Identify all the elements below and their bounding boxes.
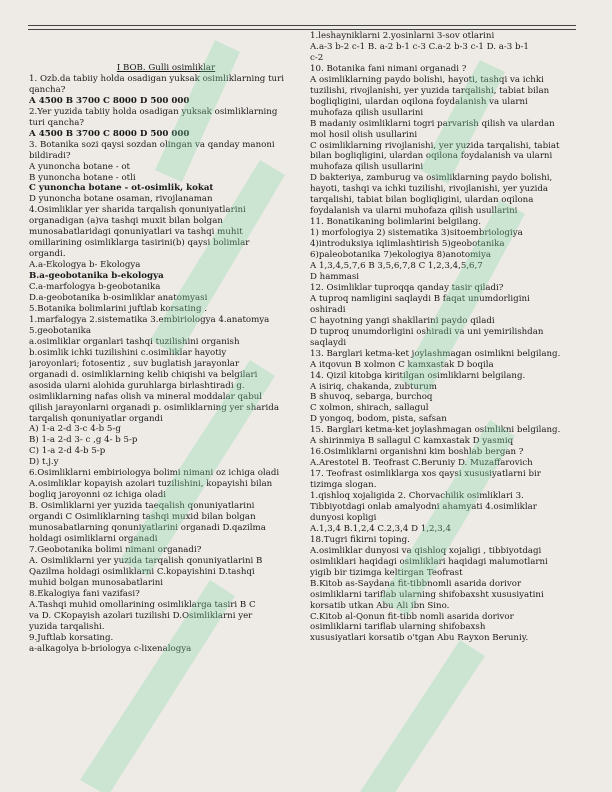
text-line: D yunoncha botane osaman, rivojlanaman — [29, 194, 213, 205]
text-line: D) t.j.y — [29, 457, 59, 468]
text-line: muhofaza qilish usullarini — [310, 107, 424, 118]
text-line: 7.Geobotanika bolimi nimani organadi? — [29, 544, 202, 555]
text-line: 5.geobotanika — [29, 325, 92, 336]
text-line: A.1,3,4 B.1,2,4 C.2,3,4 D 1,2,3,4 — [310, 523, 451, 534]
top-rule — [28, 25, 576, 26]
text-line: A.a-3 b-2 c-1 B. a-2 b-1 c-3 C.a-2 b-3 c-1 D. a-3 b-1 — [310, 41, 529, 52]
text-line: tarqalishi, tabiat bilan bogliqligini, ulardan oqilona — [310, 195, 534, 206]
text-line: turi qancha? — [29, 117, 85, 128]
text-line: tarqalish qonuniyatlar organdi — [29, 413, 163, 424]
text-line: A itqovun B xolmon C kamxastak D boqila — [310, 359, 494, 370]
text-line: organadigan (a)va tashqi muxit bilan bolgan — [29, 216, 223, 227]
text-line: bildiradi? — [29, 150, 71, 161]
text-line: a-alkagolya b-briologya c-lixenalogya — [29, 643, 192, 654]
text-line: B) 1-a 2-d 3- c ,g 4- b 5-p — [29, 435, 138, 446]
text-line: yigib bir tizimga keltirgan Teofrast — [310, 567, 463, 578]
text-line: osimliklari haqidagi osimliklari haqidagi malumotlarni — [310, 556, 548, 567]
top-rule-second — [28, 29, 576, 30]
text-line: organdi C Osimliklarning tashqi muxid bilan bolgan — [29, 512, 256, 523]
text-line: I BOB. Gulli osimliklar — [116, 63, 216, 73]
text-line: bogliqligini, ulardan oqilona foydalanish va ularni — [310, 96, 528, 107]
text-line: 8.Ekalogiya fani vazifasi? — [29, 588, 140, 599]
watermark-shape — [360, 640, 485, 792]
text-line: D bakteriya, zamburug va osimliklarning paydo bolishi, — [310, 173, 553, 184]
text-line: A 1,3,4,5,7,6 B 3,5,6,7,8 C 1,2,3,4,5,6,7 — [310, 261, 483, 272]
text-line: 4.Osimliklar yer sharida tarqalish qonuniyatlarini — [29, 205, 246, 216]
text-line: munosabatlarning qonuniyatlarini organadi D.qazilma — [29, 523, 266, 534]
text-line: 10. Botanika fani nimani organadi ? — [310, 63, 467, 74]
text-line: 9.Juftlab korsating. — [29, 632, 114, 643]
text-line: osimliklarning nafas olish va mineral moddalar qabul — [29, 391, 263, 402]
text-line: 15. Barglari ketma-ket joylashmagan osimlikni belgilang. — [310, 425, 561, 436]
text-line: D.a-geobotanika b-osimliklar anatomyasi — [29, 293, 208, 304]
text-line: qilish jarayonlarni organadi p. osimliklarning yer sharida — [29, 402, 279, 413]
text-line: xususiyatlari korsatib o'tgan Abu Rayxon Beruniy. — [310, 633, 529, 644]
text-line: saqlaydi — [310, 337, 347, 348]
text-line: C.Kitob al-Qonun fit-tibb nomli asarida dorivor — [310, 611, 514, 622]
text-line: muhid bolgan munosabatlarini — [29, 577, 164, 588]
text-line: C xolmon, shirach, sallagul — [310, 403, 429, 414]
text-line: 13. Barglari ketma-ket joylashmagan osimlikni belgilang. — [310, 348, 561, 359]
text-line: bilan bogliqligini, ulardan oqilona foydalanish va ularni — [310, 151, 553, 162]
text-line: A) 1-a 2-d 3-c 4-b 5-g — [29, 424, 121, 435]
text-line: B. Osimliklarni yer yuzida taeqalish qonuniyatlarini — [29, 501, 255, 512]
text-line: D tuproq unumdorligini oshiradi va uni yemirilishdan — [310, 326, 544, 337]
text-line: 2.Yer yuzida tabiiy holda osadigan yuksak osimliklarning — [29, 106, 278, 117]
text-line: osimliklarni tariflab ularning shifobaxsh — [310, 622, 486, 633]
text-line: C hayotning yangi shakllarini paydo qiladi — [310, 315, 495, 326]
text-line: 18.Tugri fikirni toping. — [310, 534, 410, 545]
text-line: 17. Teofrast osimliklarga xos qaysi xususiyatlarni bir — [310, 469, 541, 480]
text-line: A.Arestotel B. Teofrast C.Beruniy D. Muzaffarovich — [310, 458, 533, 469]
text-line: organadi d. osimliklarning kelib chiqishi va belgilari — [29, 369, 258, 380]
text-line: A.osimliklar kopayish azolari tuzilishini, kopayishi bilan — [29, 479, 273, 490]
text-line: B madaniy osimliklarni togri parvarish qilish va ulardan — [310, 118, 555, 129]
text-line: hayoti, tashqi va ichki tuzilishi, rivojlanishi, yer yuzida — [310, 184, 549, 195]
text-line: a.osimliklar organlari tashqi tuzilishini organish — [29, 336, 240, 347]
text-line: A shirinmiya B sallagul C kamxastak D yasmiq — [310, 436, 514, 447]
text-line: 3. Botanika sozi qaysi sozdan olingan va qanday manoni — [29, 139, 275, 150]
text-line: 4)introduksiya iqlimlashtirish 5)geobotanika — [310, 239, 505, 250]
text-line: B yunoncha botane - otli — [29, 172, 136, 183]
text-line: tizimga slogan. — [310, 480, 377, 491]
text-line: A.Tashqi muhid omollarining osimliklarga tasiri B C — [29, 599, 256, 610]
text-line: munosabatlaridagi qonuniyatlari va tashqi muhit — [29, 227, 243, 238]
text-line: 1.qishloq xojaligida 2. Chorvachilik osimliklari 3. — [310, 491, 524, 502]
text-line: omillarining osimliklarga tasirini(b) qaysi bolimlar — [29, 238, 250, 249]
text-line: 6)paleobotanika 7)ekologiya 8)anotomiya — [310, 250, 492, 261]
text-line: A. Osimliklarni yer yuzida tarqalish qonuniyatlarini B — [29, 555, 263, 566]
text-line: Tibbiyotdagi onlab amalyodni ahamyati 4.osimliklar — [310, 501, 537, 512]
text-line: A osimliklarning paydo bolishi, hayoti, tashqi va ichki — [310, 74, 544, 85]
text-line: Qazilma holdagi osimliklarni C.kopayishini D.tashqi — [29, 566, 255, 577]
text-line: C osimliklarning rivojlanishi, yer yuzida tarqalishi, tabiat — [310, 140, 560, 151]
text-line: yuzida tarqalishi. — [29, 621, 105, 632]
text-line: organdi. — [29, 249, 66, 260]
text-line: 6.Osimliklarni embiriologya bolimi nimani oz ichiga oladi — [29, 468, 280, 479]
text-line: tuzilishi, rivojlanishi, yer yuzida tarqalishi, tabiat bilan — [310, 85, 550, 96]
text-line: qancha? — [29, 84, 66, 95]
text-line: B.Kitob as-Saydana fit-tibbnomli asarida dorivor — [310, 578, 522, 589]
text-line: A 4500 B 3700 C 8000 D 500 000 — [29, 95, 190, 106]
text-line: A yunoncha botane - ot — [29, 161, 131, 172]
text-line: D hammasi — [310, 271, 360, 282]
text-line: 1) morfologiya 2) sistematika 3)sitoembriologiya — [310, 228, 523, 239]
text-line: C) 1-a 2-d 4-b 5-p — [29, 446, 106, 457]
text-line: korsatib utkan Abu Ali ibn Sino. — [310, 600, 450, 611]
text-line: b.osimlik ichki tuzilishini c.osimliklar hayotiy — [29, 347, 227, 358]
text-line: B.a-geobotanika b-ekologya — [29, 271, 164, 282]
text-line: 5.Botanika bolimlarini juftlab korsating . — [29, 303, 207, 314]
text-line: mol hosil olish usullarini — [310, 129, 418, 140]
text-line: holdagi osimliklarni organadi — [29, 533, 158, 544]
text-line: 12. Osimliklar tuproqqa qanday tasir qiladi? — [310, 282, 504, 293]
left-column — [29, 63, 303, 654]
text-line: osimliklarni tariflab ularning shifobaxsht xususiyatini — [310, 589, 544, 600]
text-line: 11. Bonatikaning bolimlarini belgilang. — [310, 217, 482, 228]
text-line: 16.Osimliklarni organishni kim boshlab bergan ? — [310, 447, 524, 458]
text-line: 1.leshayniklarni 2.yosinlarni 3-sov otlarini — [310, 31, 495, 41]
text-line: va D. CKopayish azolari tuzilishi D.Osimliklarni yer — [29, 610, 253, 621]
text-line: 1. Ozb.da tabiiy holda osadigan yuksak osimliklarning turi — [29, 73, 284, 84]
text-line: B shuvoq, sebarga, burchoq — [310, 392, 433, 403]
text-line: 14. Qizil kitobga kiritilgan osimliklarni belgilang. — [310, 370, 526, 381]
text-line: C yunoncha botane - ot-osimlik, kokat — [29, 183, 214, 194]
text-line: C.a-marfologya b-geobotanika — [29, 282, 161, 293]
text-line: bogliq jaroyonni oz ichiga oladi — [29, 490, 166, 501]
text-line: A.a-Ekologya b- Ekologya — [29, 260, 141, 271]
text-line: A tuproq namligini saqlaydi B faqat unumdorligini — [310, 293, 530, 304]
text-line: c-2 — [310, 52, 324, 63]
text-line: asosida ularni alohida guruhlarga birlashtiradi g. — [29, 380, 245, 391]
text-line: A 4500 B 3700 C 8000 D 500 000 — [29, 128, 190, 139]
text-line: oshiradi — [310, 304, 346, 315]
text-line: A.osimliklar dunyosi va qishloq xojaligi , tibbiyotdagi — [310, 545, 542, 556]
text-line: dunyosi kopligi — [310, 512, 377, 523]
text-line: A isiriq, chakanda, zubturum — [310, 381, 437, 392]
right-column — [310, 31, 587, 644]
text-line: 1.marfalogya 2.sistematika 3.embiriologya 4.anatomya — [29, 314, 270, 325]
text-line: jaroyonlari; fotosentiz , suv buglatish jarayonlar — [29, 358, 240, 369]
text-line: muhofaza qilish usullarini — [310, 162, 424, 173]
text-line: foydalanish va ularni muhofaza qilish usullarini — [310, 206, 518, 217]
text-line: D yongoq, bodom, pista, safsan — [310, 414, 447, 425]
